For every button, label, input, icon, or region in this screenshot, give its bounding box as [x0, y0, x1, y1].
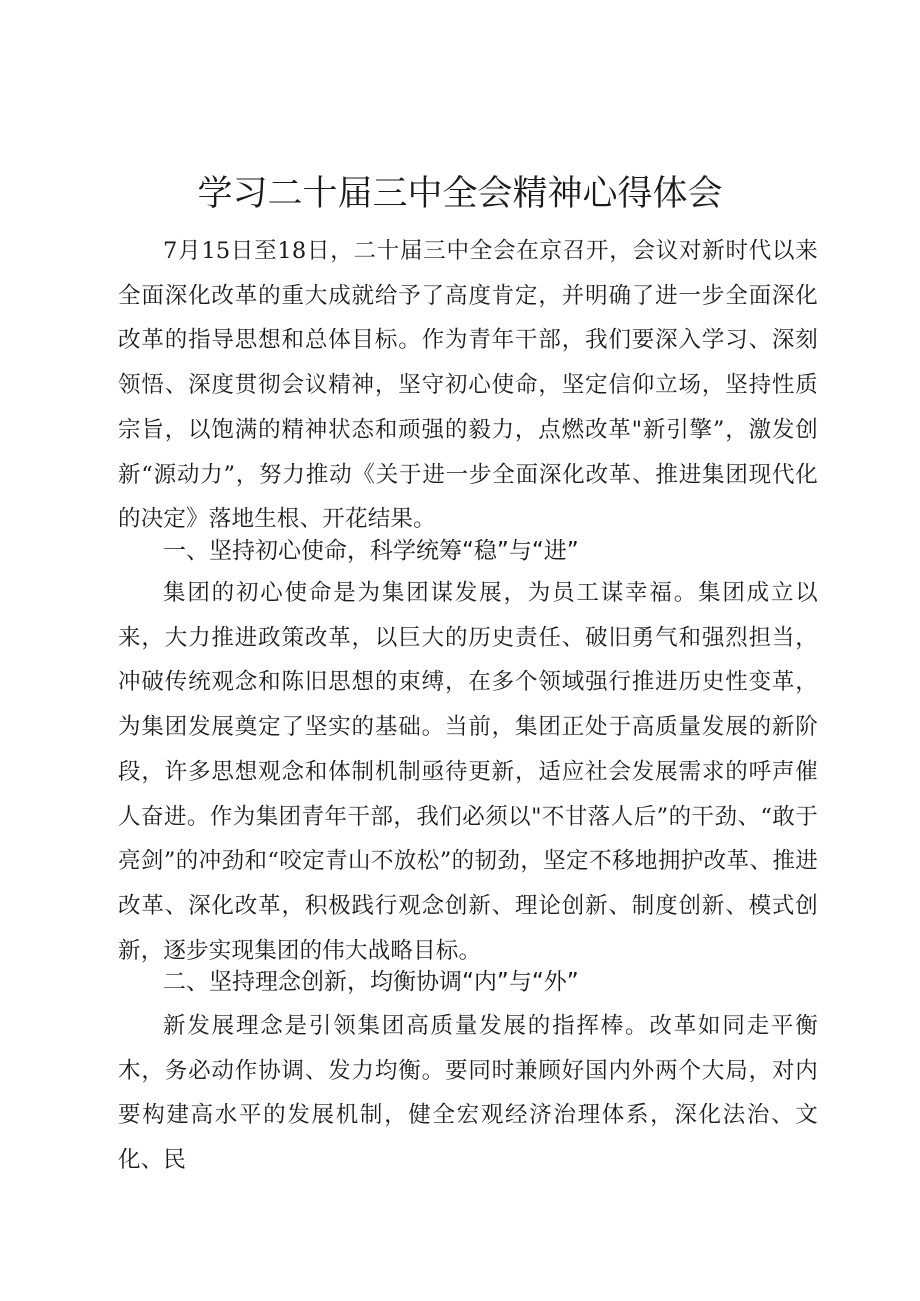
document-title: 学习二十届三中全会精神心得体会	[197, 174, 723, 214]
paragraph-section-1: 集团的初心使命是为集团谋发展，为员工谋幸福。集团成立以来，大力推进政策改革，以巨大的历史责任、破旧勇气和强烈担当，冲破传统观念和陈旧思想的束缚，在多个领域强行推进历史性变革，为集团发展奠定了坚实的基础。当前，集团正处于高质量发展的新阶段，许多思想观念和体制机制亟待更新，适应社会发展需求的呼声催人奋进。作为集团青年干部，我们必须以"不甘落人后”的干劲、“敢于亮剑”的冲劲和“咬定青山不放松”的韧劲，坚定不移地拥护改革、推进改革、深化改革，积极践行观念创新、理论创新、制度创新、模式创新，逐步实现集团的伟大战略目标。	[118, 580, 818, 964]
section-heading-2: 二、坚持理念创新，均衡协调“内”与“外”	[163, 969, 579, 995]
paragraph-section-2: 新发展理念是引领集团高质量发展的指挥棒。改革如同走平衡木，务必动作协调、发力均衡。要同时兼顾好国内外两个大局，对内要构建高水平的发展机制，健全宏观经济治理体系，深化法治、文化、民	[118, 1013, 818, 1174]
paragraph-intro: 7月15日至18日，二十届三中全会在京召开，会议对新时代以来全面深化改革的重大成就给予了高度肯定，并明确了进一步全面深化改革的指导思想和总体目标。作为青年干部，我们要深入学习、深刻领悟、深度贯彻会议精神，坚守初心使命，坚定信仰立场，坚持性质宗旨，以饱满的精神状态和顽强的毅力，点燃改革"新引擎”，激发创新“源动力”，努力推动《关于进一步全面深化改革、推进集团现代化的决定》落地生根、开花结果。	[118, 238, 818, 533]
section-heading-1: 一、坚持初心使命，科学统筹“稳”与“进”	[163, 538, 579, 564]
